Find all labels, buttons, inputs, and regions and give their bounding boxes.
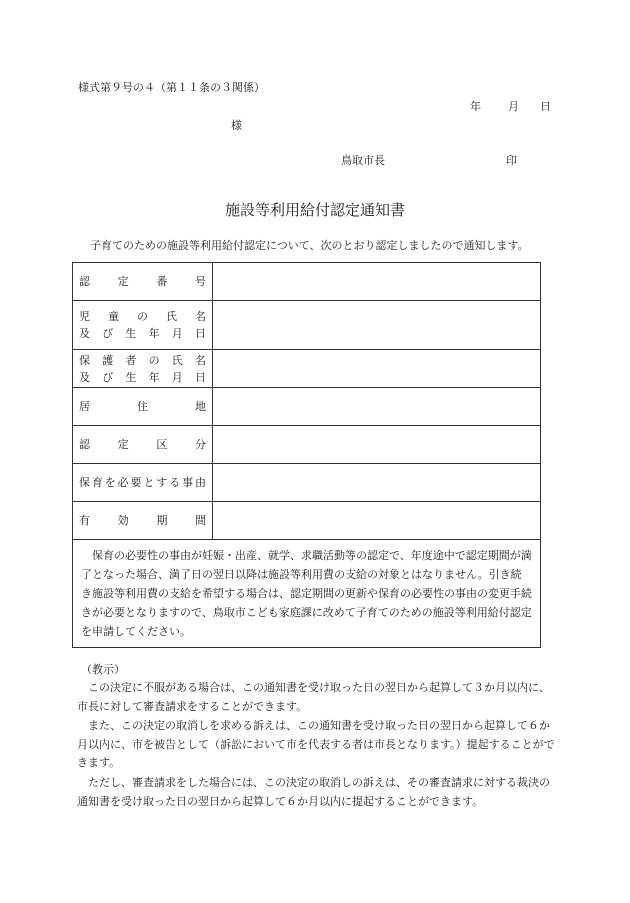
row-value-field[interactable] — [213, 502, 541, 540]
seal-mark: 印 — [506, 154, 517, 167]
row-value-field[interactable] — [213, 350, 541, 388]
kyoji-heading: （教示） — [81, 663, 125, 676]
kyoji-paragraph-3: ただし、審査請求をした場合には、この決定の取消しの訴えは、その審査請求に対する裁決の通知書を受け取った日の翌日から起算して６か月以内に提起することができます。 — [77, 776, 550, 808]
row-value-field[interactable] — [213, 263, 541, 301]
row-label-line: 及び生年月日 — [79, 327, 206, 340]
table-row — [73, 350, 541, 388]
row-label-line: 児童の氏名 — [79, 310, 206, 323]
table-row — [73, 388, 541, 426]
row-label — [73, 301, 213, 350]
row-label-line: 居住地 — [79, 400, 206, 413]
addressee-suffix: 様 — [231, 119, 242, 132]
row-label — [73, 464, 213, 502]
validity-note: 保育の必要性の事由が妊娠・出産、就学、求職活動等の認定で、年度途中で認定期間が満了となった場合、満了日の翌日以降は施設等利用費の支給の対象とはなりません。引き続き施設等利用費の支給を希望する場合は、認定期間の更新や保育の必要性の事由の変更手続きが必要となりますので、鳥取市こども家庭課に改めて子育てのための施設等利用給付認定を申請してください。 — [73, 540, 541, 648]
table-row — [73, 464, 541, 502]
kyoji-paragraph-2: また、この決定の取消しを求める訴えは、この通知書を受け取った日の翌日から起算して６か月以内に、市を被告として（訴訟において市を代表する者は市長となります。）提起することができます。 — [77, 719, 555, 770]
row-label-line: 保育を必要とする事由 — [79, 476, 206, 489]
table-row — [73, 263, 541, 301]
row-label-line: 保護者の氏名 — [79, 353, 206, 367]
row-value-field[interactable] — [213, 388, 541, 426]
form-number: 様式第９号の４（第１１条の３関係） — [78, 81, 265, 94]
intro-text: 子育てのための施設等利用給付認定について、次のとおり認定しましたので通知します。 — [90, 239, 529, 252]
table-row — [73, 426, 541, 464]
row-label — [73, 263, 213, 301]
certification-table-body — [73, 263, 541, 648]
row-label — [73, 426, 213, 464]
certification-table — [72, 262, 541, 648]
issuer-name: 鳥取市長 — [341, 154, 385, 167]
row-label — [73, 502, 213, 540]
row-label — [73, 350, 213, 388]
document-title: 施設等利用給付認定通知書 — [224, 201, 405, 219]
kyoji-paragraph-1: この決定に不服がある場合は、この通知書を受け取った日の翌日から起算して３か月以内に、市長に対して審査請求をすることができます。 — [77, 681, 550, 713]
row-label-line: 認定区分 — [79, 438, 206, 451]
row-label-line: 及び生年月日 — [79, 370, 206, 384]
date-month-label: 月 — [508, 100, 519, 113]
row-label-line: 有効期間 — [79, 514, 206, 527]
row-label — [73, 388, 213, 426]
note-row — [73, 540, 541, 648]
table-row — [73, 502, 541, 540]
date-day-label: 日 — [540, 100, 551, 113]
table-row — [73, 301, 541, 350]
row-label-line: 認定番号 — [79, 275, 206, 288]
row-value-field[interactable] — [213, 301, 541, 350]
row-value-field[interactable] — [213, 464, 541, 502]
date-year-label: 年 — [470, 100, 481, 113]
row-value-field[interactable] — [213, 426, 541, 464]
